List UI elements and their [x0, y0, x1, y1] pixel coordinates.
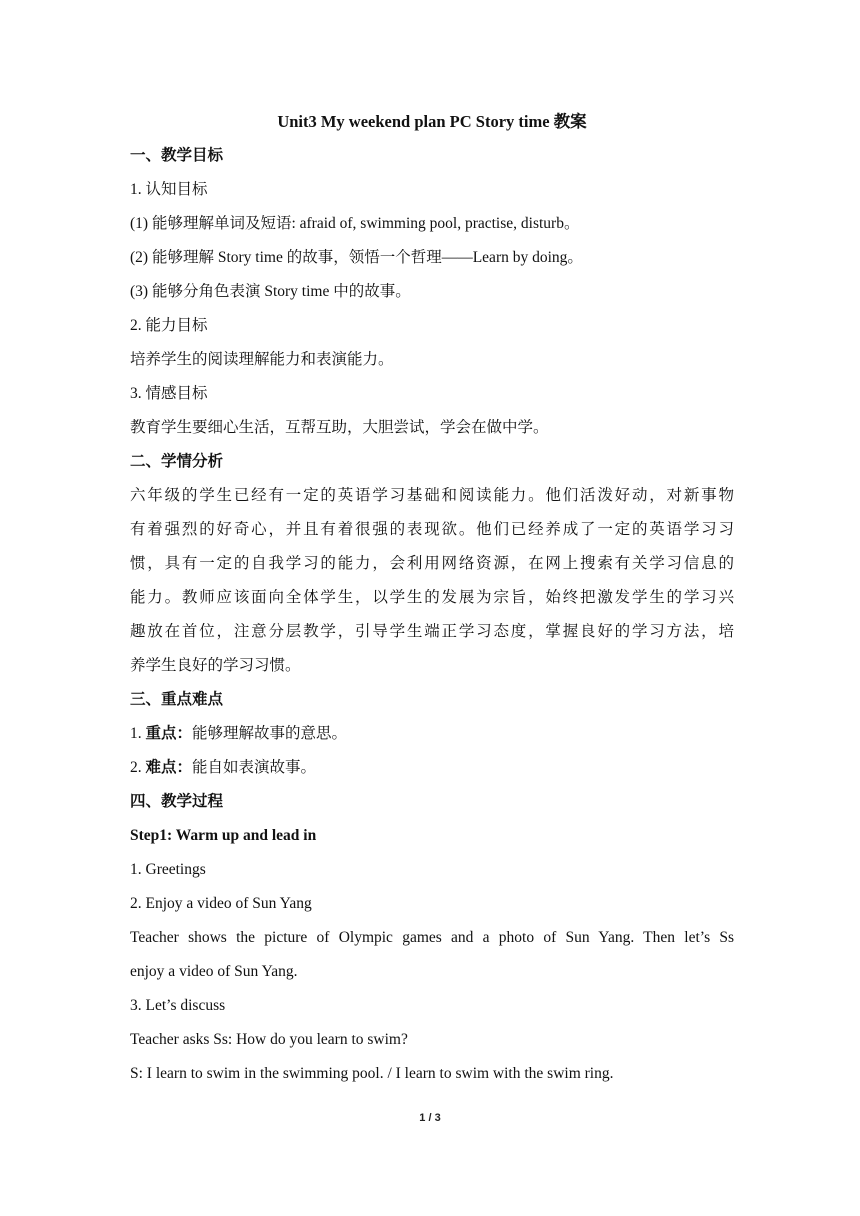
- step1-item-greetings: 1. Greetings: [130, 861, 206, 878]
- step1-item-discuss: 3. Let’s discuss: [130, 997, 226, 1014]
- subheading-cognitive: 1. 认知目标: [130, 181, 208, 198]
- subheading-emotion: 3. 情感目标: [130, 385, 208, 402]
- step1-item-video: 2. Enjoy a video of Sun Yang: [130, 895, 312, 912]
- subheading-ability: 2. 能力目标: [130, 317, 208, 334]
- paragraph-line: 有着强烈的好奇心，并且有着很强的表现欲。他们已经养成了一定的英语学习习: [130, 521, 734, 538]
- step1-heading: Step1: Warm up and lead in: [130, 827, 317, 844]
- video-description: [130, 921, 734, 989]
- page-number: 1 / 3: [419, 1112, 441, 1124]
- section-heading-objectives: 一、教学目标: [130, 147, 224, 164]
- keypoint-label: 重点：: [145, 725, 193, 742]
- paragraph-line: 惯，具有一定的自我学习的能力，会利用网络资源，在网上搜索有关学习信息的: [130, 555, 734, 572]
- section-heading-process: 四、教学过程: [130, 793, 224, 810]
- cognitive-item-3: (3) 能够分角色表演 Story time 中的故事。: [130, 283, 411, 300]
- paragraph-line: 六年级的学生已经有一定的英语学习基础和阅读能力。他们活泼好动，对新事物: [130, 487, 734, 504]
- document-title: Unit3 My weekend plan PC Story time 教案: [277, 112, 587, 131]
- discuss-answer: S: I learn to swim in the swimming pool. / I learn to swim with the swim ring.: [130, 1065, 614, 1082]
- difficulty-item: [130, 756, 734, 780]
- difficulty-text: 能自如表演故事。: [192, 759, 317, 776]
- paragraph-line: 趣放在首位，注意分层教学，引导学生端正学习态度，掌握良好的学习方法，培: [130, 623, 734, 640]
- paragraph-line: Teacher shows the picture of Olympic games and a photo of Sun Yang. Then let’s Ss: [130, 929, 734, 946]
- analysis-paragraph: [130, 479, 734, 683]
- emotion-text: 教育学生要细心生活，互帮互助，大胆尝试，学会在做中学。: [130, 419, 549, 436]
- item-number: 1.: [130, 725, 146, 742]
- paragraph-line: 养学生良好的学习习惯。: [130, 657, 301, 674]
- cognitive-item-1: (1) 能够理解单词及短语: afraid of, swimming pool, practise, disturb。: [130, 215, 580, 232]
- keypoint-text: 能够理解故事的意思。: [192, 725, 348, 742]
- document-body: [130, 110, 734, 1096]
- paragraph-line: 能力。教师应该面向全体学生，以学生的发展为宗旨，始终把激发学生的学习兴: [130, 589, 734, 606]
- ability-text: 培养学生的阅读理解能力和表演能力。: [130, 351, 394, 368]
- item-number: 2.: [130, 759, 146, 776]
- difficulty-label: 难点：: [145, 759, 193, 776]
- section-heading-keypoints: 三、重点难点: [130, 691, 224, 708]
- cognitive-item-2: (2) 能够理解 Story time 的故事，领悟一个哲理——Learn by doing。: [130, 249, 583, 266]
- paragraph-line: enjoy a video of Sun Yang.: [130, 963, 298, 980]
- section-heading-analysis: 二、学情分析: [130, 453, 224, 470]
- discuss-question: Teacher asks Ss: How do you learn to swim?: [130, 1031, 408, 1048]
- keypoint-item: [130, 722, 734, 746]
